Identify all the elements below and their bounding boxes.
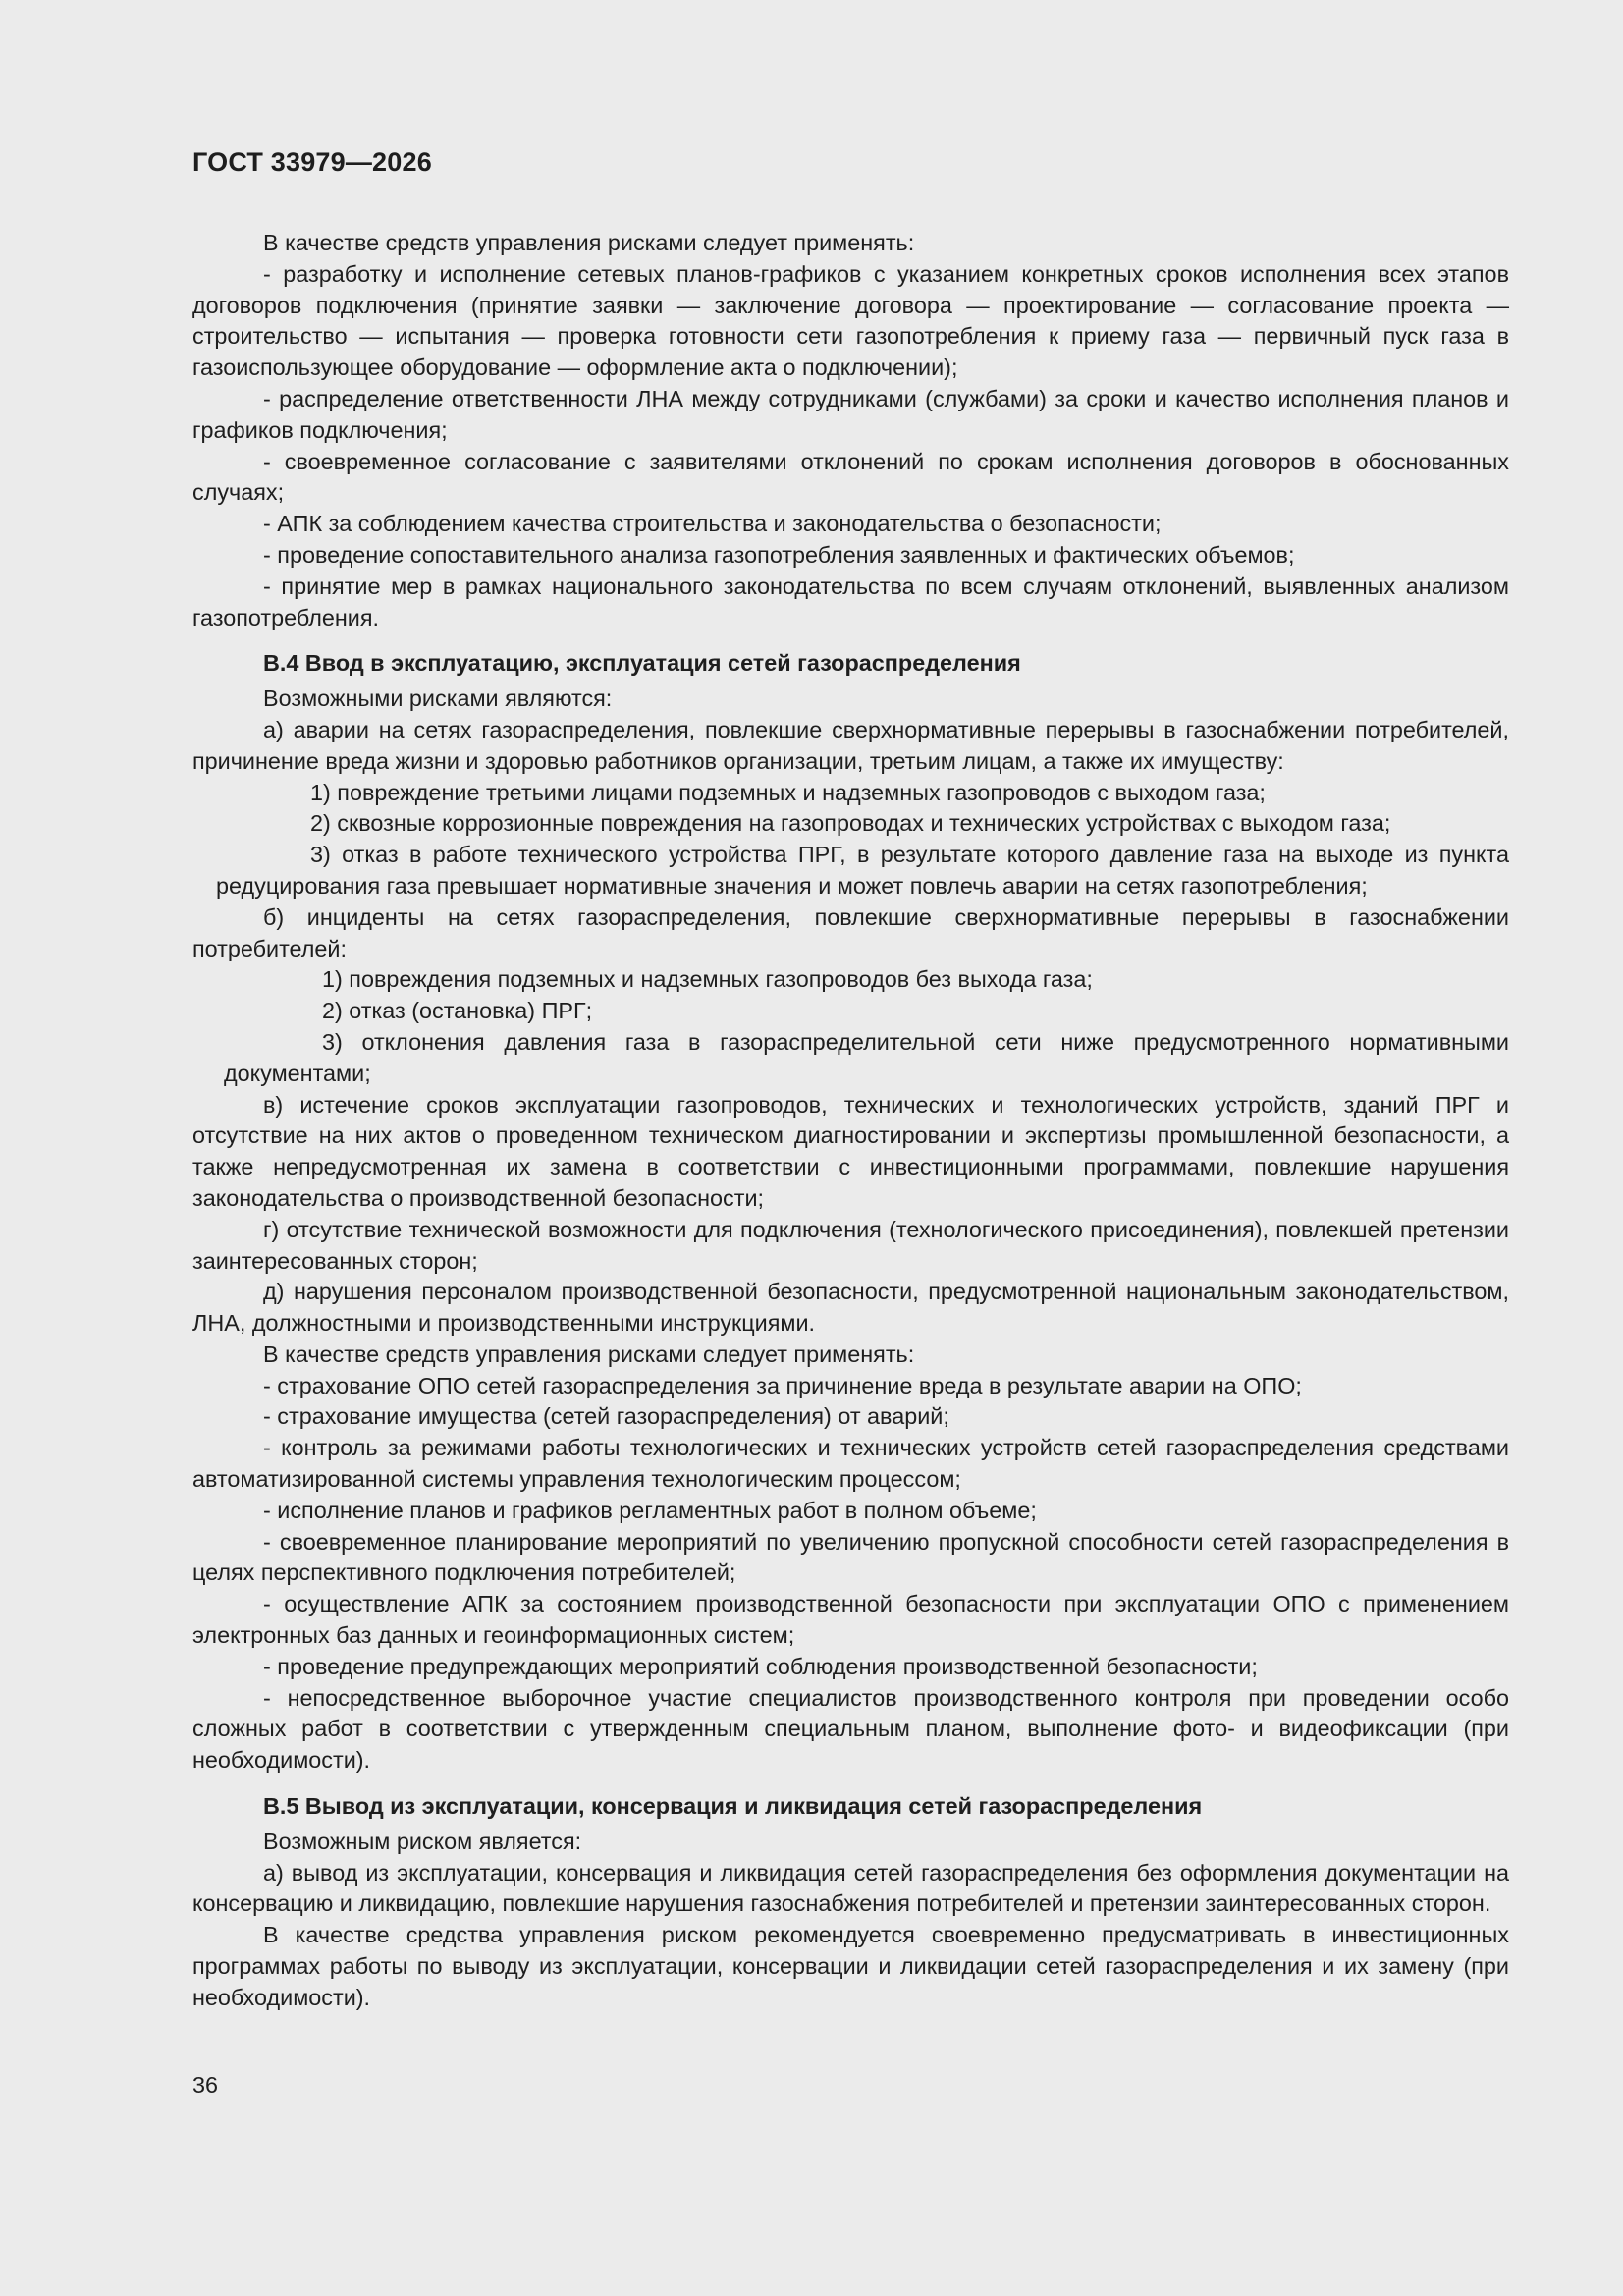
document-body [192,228,1509,2014]
paragraph: г) отсутствие технической возможности для подключения (технологического присоединения), повлекшей претензии заинтересованных сторон; [192,1216,1509,1274]
paragraph: Возможными рисками являются: [263,685,613,712]
paragraph: - контроль за режимами работы технологических и технических устройств сетей газораспределения средствами автоматизированной системы управления технологическим процессом; [192,1435,1509,1493]
paragraph: - непосредственное выборочное участие специалистов производственного контроля при проведении особо сложных работ в соответствии с утвержденным специальным планом, выполнение фото- и видеофиксации (при необходимости). [192,1684,1509,1774]
paragraph: 2) отказ (остановка) ПРГ; [322,998,593,1024]
paragraph: - осуществление АПК за состоянием производственной безопасности при эксплуатации ОПО с применением электронных баз данных и геоинформационных систем; [192,1591,1509,1649]
paragraph: 1) повреждения подземных и надземных газопроводов без выхода газа; [322,966,1093,993]
paragraph: - страхование ОПО сетей газораспределения за причинение вреда в результате аварии на ОПО; [263,1372,1302,1398]
paragraph: - АПК за соблюдением качества строительства и законодательства о безопасности; [263,511,1162,537]
paragraph: - своевременное согласование с заявителями отклонений по срокам исполнения договоров в обоснованных случаях; [192,448,1509,506]
paragraph: - проведение сопоставительного анализа газопотребления заявленных и фактических объемов; [263,541,1295,568]
paragraph: 3) отказ в работе технического устройства ПРГ, в результате которого давление газа на выходе из пункта редуцирования газа превышает нормативные значения и может повлечь аварии на сетях газопотребления; [216,842,1509,899]
paragraph: В качестве средства управления риском рекомендуется своевременно предусматривать в инвестиционных программах работы по выводу из эксплуатации, консервации и ликвидации сетей газораспределения и их замену (при необходимости). [192,1922,1509,2010]
paragraph: 3) отклонения давления газа в газораспределительной сети ниже предусмотренного нормативными документами; [224,1028,1509,1086]
paragraph: - разработку и исполнение сетевых планов-графиков с указанием конкретных сроков исполнения всех этапов договоров подключения (принятие заявки — заключение договора — проектирование — согласование проекта — строительство — испытания — проверка готовности сети газопотребления к приему газа — первичный пуск газа в газоиспользующее оборудование — оформление акта о подключении); [192,260,1509,381]
paragraph: - своевременное планирование мероприятий по увеличению пропускной способности сетей газораспределения в целях перспективного подключения потребителей; [192,1528,1509,1586]
paragraph: - проведение предупреждающих мероприятий соблюдения производственной безопасности; [263,1653,1258,1679]
paragraph: - страхование имущества (сетей газораспределения) от аварий; [263,1403,949,1430]
section-heading: В.4 Ввод в эксплуатацию, эксплуатация сетей газораспределения [263,650,1021,677]
paragraph: - исполнение планов и графиков регламентных работ в полном объеме; [263,1497,1037,1523]
paragraph: В качестве средств управления рисками следует применять: [263,1340,915,1367]
page-number: 36 [192,2072,219,2098]
paragraph: 1) повреждение третьими лицами подземных и надземных газопроводов с выходом газа; [310,779,1266,805]
paragraph: - распределение ответственности ЛНА между сотрудниками (службами) за сроки и качество исполнения планов и графиков подключения; [192,385,1509,443]
paragraph: в) истечение сроков эксплуатации газопроводов, технических и технологических устройств, зданий ПРГ и отсутствие на них актов о проведенном техническом диагностировании и экспертизы промышленной безопасности, а также непредусмотренная их замена в соответствии с инвестиционными программами, повлекшие нарушения законодательства о производственной безопасности; [192,1091,1509,1211]
paragraph: В качестве средств управления рисками следует применять: [263,230,915,255]
paragraph: 2) сквозные коррозионные повреждения на газопроводах и технических устройствах с выходом газа; [310,810,1391,837]
document-header: ГОСТ 33979—2026 [192,147,432,177]
section-heading: В.5 Вывод из эксплуатации, консервация и ликвидация сетей газораспределения [263,1793,1203,1820]
paragraph: б) инциденты на сетях газораспределения, повлекшие сверхнормативные перерывы в газоснабжении потребителей: [192,903,1509,961]
paragraph: Возможным риском является: [263,1828,582,1854]
paragraph: а) вывод из эксплуатации, консервация и ликвидация сетей газораспределения без оформления документации на консервацию и ликвидацию, повлекшие нарушения газоснабжения потребителей и претензии заинтересованных сторон. [192,1859,1509,1917]
paragraph: д) нарушения персоналом производственной безопасности, предусмотренной национальным законодательством, ЛНА, должностными и производственными инструкциями. [192,1279,1509,1337]
paragraph: а) аварии на сетях газораспределения, повлекшие сверхнормативные перерывы в газоснабжении потребителей, причинение вреда жизни и здоровью работников организации, третьим лицам, а также их имуществу: [192,716,1509,774]
paragraph: - принятие мер в рамках национального законодательства по всем случаям отклонений, выявленных анализом газопотребления. [192,573,1509,630]
